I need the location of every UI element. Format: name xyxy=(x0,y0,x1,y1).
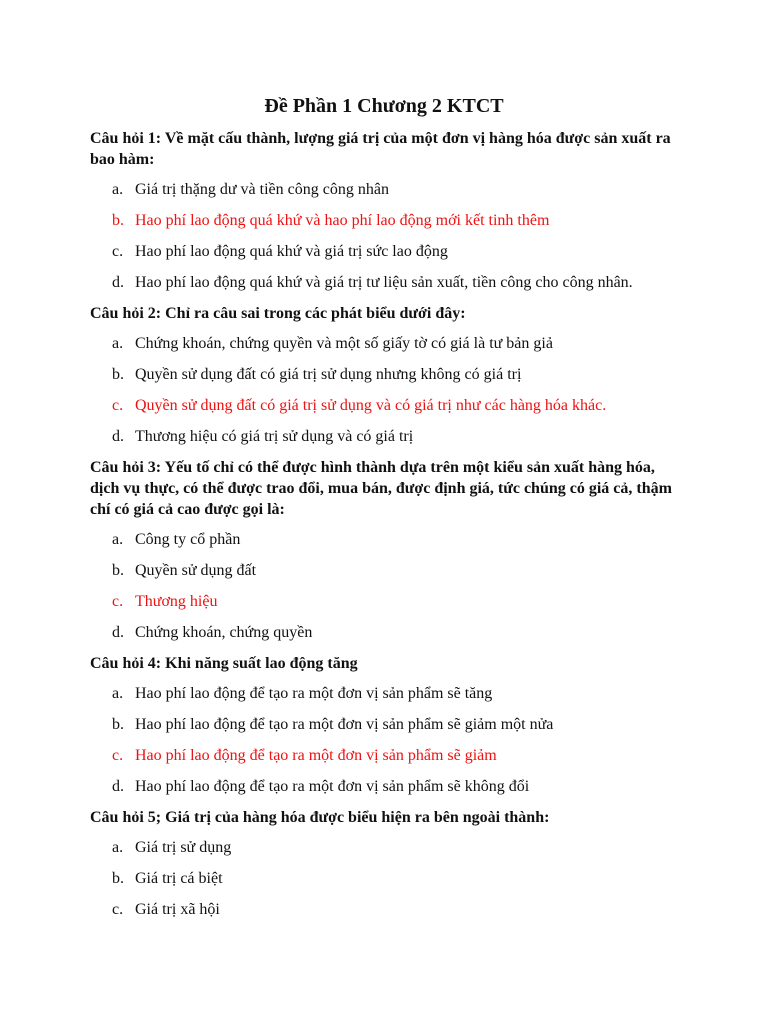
option-text: Công ty cổ phần xyxy=(135,531,241,548)
option-item xyxy=(90,868,680,889)
question-text: Câu hỏi 2: Chỉ ra câu sai trong các phát biểu dưới đây: xyxy=(90,305,466,322)
option-letter: c. xyxy=(112,747,124,764)
question-block-2 xyxy=(90,303,680,447)
option-letter: d. xyxy=(112,778,124,795)
option-text: Quyền sử dụng đất có giá trị sử dụng và có giá trị như các hàng hóa khác. xyxy=(135,397,607,414)
option-letter: a. xyxy=(112,531,124,548)
option-item xyxy=(90,364,680,385)
option-text: Thương hiệu xyxy=(135,593,218,610)
option-list xyxy=(90,179,680,293)
option-item xyxy=(90,899,680,920)
question-block-3 xyxy=(90,457,680,643)
option-text: Giá trị xã hội xyxy=(135,901,220,918)
option-letter: a. xyxy=(112,685,124,702)
option-item xyxy=(90,179,680,200)
question-block-5 xyxy=(90,807,680,920)
option-letter: b. xyxy=(112,562,124,579)
option-item xyxy=(90,426,680,447)
option-text: Quyền sử dụng đất xyxy=(135,562,257,579)
option-item xyxy=(90,622,680,643)
question-text: Câu hỏi 1: Về mặt cấu thành, lượng giá trị của một đơn vị hàng hóa được sản xuất ra bao hàm: xyxy=(90,130,671,168)
option-list xyxy=(90,333,680,447)
option-item xyxy=(90,591,680,612)
option-list xyxy=(90,683,680,797)
option-list xyxy=(90,529,680,643)
option-item xyxy=(90,333,680,354)
option-item xyxy=(90,210,680,231)
option-text: Hao phí lao động để tạo ra một đơn vị sản phẩm sẽ không đổi xyxy=(135,778,530,795)
option-text: Hao phí lao động quá khứ và giá trị tư liệu sản xuất, tiền công cho công nhân. xyxy=(135,274,633,291)
option-letter: b. xyxy=(112,212,124,229)
option-letter: c. xyxy=(112,397,124,414)
option-item xyxy=(90,395,680,416)
option-letter: b. xyxy=(112,716,124,733)
question-list xyxy=(90,128,680,930)
option-item xyxy=(90,837,680,858)
option-item xyxy=(90,776,680,797)
question-block-1 xyxy=(90,128,680,293)
option-text: Chứng khoán, chứng quyền và một số giấy tờ có giá là tư bản giả xyxy=(135,335,553,352)
option-letter: c. xyxy=(112,243,124,260)
question-text: Câu hỏi 3: Yếu tố chỉ có thể được hình thành dựa trên một kiểu sản xuất hàng hóa, dịch vụ thực, có thể được trao đổi, mua bán, được định giá, tức chúng có giá cả, thậm chí có giá cả cao được gọi là: xyxy=(90,459,672,518)
option-letter: a. xyxy=(112,839,124,856)
question-text: Câu hỏi 5; Giá trị của hàng hóa được biểu hiện ra bên ngoài thành: xyxy=(90,809,550,826)
option-text: Quyền sử dụng đất có giá trị sử dụng nhưng không có giá trị xyxy=(135,366,522,383)
option-item xyxy=(90,272,680,293)
option-text: Hao phí lao động để tạo ra một đơn vị sản phẩm sẽ giảm xyxy=(135,747,497,764)
option-letter: a. xyxy=(112,335,124,352)
option-letter: c. xyxy=(112,593,124,610)
option-letter: d. xyxy=(112,624,124,641)
option-text: Hao phí lao động để tạo ra một đơn vị sản phẩm sẽ tăng xyxy=(135,685,493,702)
option-letter: a. xyxy=(112,181,124,198)
option-letter: d. xyxy=(112,274,124,291)
option-text: Chứng khoán, chứng quyền xyxy=(135,624,313,641)
option-item xyxy=(90,683,680,704)
option-letter: b. xyxy=(112,870,124,887)
option-text: Hao phí lao động để tạo ra một đơn vị sản phẩm sẽ giảm một nửa xyxy=(135,716,554,733)
option-text: Hao phí lao động quá khứ và giá trị sức lao động xyxy=(135,243,448,260)
option-item xyxy=(90,745,680,766)
option-item xyxy=(90,714,680,735)
option-text: Hao phí lao động quá khứ và hao phí lao động mới kết tinh thêm xyxy=(135,212,550,229)
document-title: Đề Phần 1 Chương 2 KTCT xyxy=(264,95,504,117)
option-letter: d. xyxy=(112,428,124,445)
option-letter: c. xyxy=(112,901,124,918)
option-text: Giá trị cá biệt xyxy=(135,870,223,887)
option-item xyxy=(90,560,680,581)
option-text: Giá trị thặng dư và tiền công công nhân xyxy=(135,181,389,198)
option-list xyxy=(90,837,680,920)
option-item xyxy=(90,529,680,550)
question-text: Câu hỏi 4: Khi năng suất lao động tăng xyxy=(90,655,358,672)
question-block-4 xyxy=(90,653,680,797)
option-item xyxy=(90,241,680,262)
option-text: Giá trị sử dụng xyxy=(135,839,232,856)
option-text: Thương hiệu có giá trị sử dụng và có giá trị xyxy=(135,428,414,445)
option-letter: b. xyxy=(112,366,124,383)
